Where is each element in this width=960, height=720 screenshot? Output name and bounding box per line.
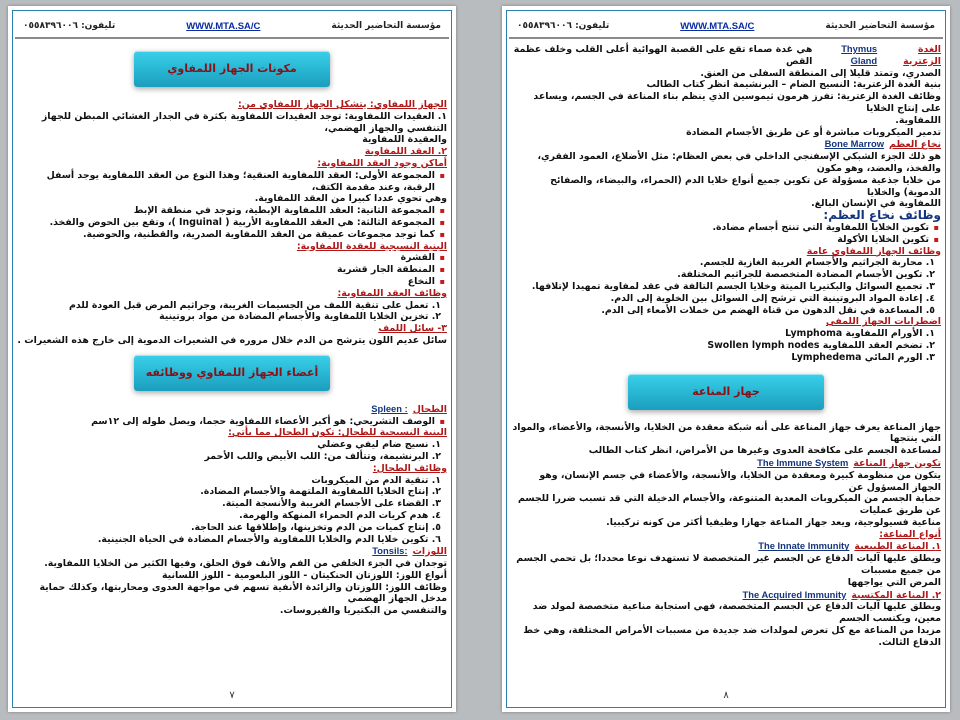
section-heading: الجهاز اللمفاوي: يتشكل الجهاز اللمفاوي من: [237,99,447,110]
heading-rest: هي غدة صماء تقع على القصبة الهوائية أعلى القلب وخلف عظمة القص [513,44,813,67]
paragraph-line: حماية الجسم من الميكروبات المعدية المتنوعة، والأجسام الدخيلة التي قد تسبب ضررا للجسم عن طريق عمليات [518,493,941,517]
paragraph-line: توجدان في الجزء الخلفي من الفم والأنف فوق الحلق، وفيها الكثير من الخلايا اللمفاوية. [44,558,447,570]
page-number: ٨ [723,690,729,701]
page-header [509,17,943,35]
paragraph-line: يتكون من منظومة كبيرة ومعقدة من الخلايا، والأنسجة، والأعضاء في جسم الإنسان، وهو الجهاز المسؤول عن [539,469,941,493]
numbered-item: ٣. الورم المائي Lymphedema [791,351,935,363]
text-block [17,99,447,347]
paragraph-line: ويطلق عليها آليات الدفاع عن الجسم غير المتخصصة لا تستهدف نوعا محددا؛ بل تحمي الجسم من جميع مسببات [516,553,941,577]
heading-ar: ٢. المناعة المكتسبة [851,589,941,601]
heading-en: Spleen : [371,402,408,414]
paragraph-line: مزيدا من المناعة مع كل تعرض لمولدات ضد جديدة من مسببات الأمراض المختلفة، وهي خط الدفاع الثالث. [523,625,941,648]
numbered-item: ١. محاربة الجراثيم والأجسام الغريبة الغازية للجسم. [699,257,935,269]
page-header [15,17,449,35]
paragraph-line: جهاز المناعة يعرف جهاز المناعة على أنه شبكة معقدة من الخلايا، والأنسجة، والأعضاء، والمواد التي ينتجها [512,421,941,445]
section-heading: أنواع المناعة: [879,528,941,540]
heading-en: Bone Marrow [824,138,885,150]
section-heading: البنية النسيجية للطحال: تكون الطحال مما يأتي: [228,427,447,439]
paragraph-line: اللمفاوية في الإنسان البالغ. [811,198,941,210]
section-heading: وظائف نخاع العظم: [823,208,941,223]
section-banner: جهاز المناعة [628,374,824,410]
section-heading [17,545,447,558]
numbered-item: ٢. تخزين الخلايا اللمفاوية والأجسام المضادة من مواد بروتينية [159,311,441,323]
paragraph-line: والتنفسي من البكتيريا والفيروسات. [279,605,447,617]
heading-en: The Acquired Immunity [742,588,847,600]
section-heading [511,540,941,553]
paragraph-line: مناعية فسيولوجية، ويعد جهاز المناعة جهازا وظيفيا أكثر من كونه تركيبيا. [606,516,941,528]
bullet-item: ▪ تكوين الخلايا الأكولة [511,234,941,246]
section-heading [511,138,941,151]
heading-ar: ١. المناعة الطبيعية [854,541,941,553]
section-banner: أعضاء الجهاز اللمفاوي ووظائفه [134,355,330,391]
numbered-item: ١. تنقية الدم من الميكروبات [311,474,441,486]
section-heading: أماكن وجود العقد اللمفاوية: [317,157,447,169]
paragraph-line: اللمفاوية. [895,114,941,126]
paragraph-line: أنواع اللوز: اللوزتان الحنكيتان - اللوز البلعومية - اللوز اللسانية [162,569,447,581]
paragraph-line: وظائف اللوز: اللوزتان والزائدة الأنفية تسهم في مواجهة العدوى ومحاربتها، وكذلك حماية مدخل الجهاز الهضمي [39,581,447,605]
heading-ar: تكوين جهاز المناعة [853,457,941,469]
page-border [506,10,946,708]
section-heading: اضطرابات الجهاز اللمفي [825,316,941,328]
heading-ar: اللوزات [412,546,447,558]
text-block [511,422,941,649]
section-heading: ٢. العقد اللمفاوية [364,146,447,158]
paragraph-line: ويطلق عليها آليات الدفاع عن الجسم المتخصصة، فهي استجابة مناعية متخصصة لمولد ضد معين، ويكتسب الجسم [532,601,941,625]
paragraph-line: تدمير الميكروبات مباشرة أو عن طريق الأجسام المضادة [686,126,941,138]
text-block [17,403,447,617]
numbered-item: ٣. تجميع السوائل والبكتيريا الميتة وخلايا الجسم التالفة في عقد لمفاوية تمهيدا لإتلافها. [531,280,935,292]
section-heading [17,403,447,416]
numbered-item: ٥. المساعدة في نقل الدهون من قناة الهضم من خملات الأمعاء إلى الدم. [601,304,935,316]
paragraph-line: هو ذلك الجزء الشبكي الإسفنجي الداخلي في بعض العظام: مثل الأضلاع، العمود الفقري، والفخذ، والعضد، وهو مكون [537,151,941,174]
bullet-item: ▪ المجموعة الثالثة: هي العقد اللمفاوية الأربية ( Inguinal )، وتقع بين الحوض والفخذ. [17,217,447,229]
paragraph-line: لمساعدة الجسم على مكافحة العدوى وغيرها من الأمراض، انظر كتاب الطالب [588,445,941,457]
section-heading: وظائف الجهاز اللمفاوي عامة [806,245,941,257]
paragraph-line: من خلايا جذعية مسؤولة عن تكوين جميع أنواع خلايا الدم (الحمراء، والبيضاء، والصفائح الدموية) والخلايا [550,174,941,198]
bullet-item: ▪ المجموعة الأولى: العقد اللمفاوية العنقية؛ وهذا النوع من العقد اللمفاوية يوجد أسفل الرقبة، وعند مقدمة الكتف، [17,170,447,194]
numbered-item: ١. الأورام اللمفاوية Lymphoma [785,328,935,340]
page-border [12,10,452,708]
paragraph-line: والعقيدة اللمفاوية [362,134,447,146]
bullet-item: ▪ تكوين الخلايا اللمفاوية التي تنتج أجسام مضادة. [511,222,941,234]
page-body [17,43,447,687]
heading-en: Tonsils: [372,545,408,557]
paragraph-line: ١. العقيدات اللمفاوية: توجد العقيدات اللمفاوية بكثرة في الجدار الغشائي المبطن للجهاز التنفسي والجهاز الهضمي، [41,110,447,134]
numbered-item: ٥. إنتاج كميات من الدم وتخزينها، وإطلاقها عند الحاجة. [190,521,441,533]
header-divider [509,37,943,39]
section-heading: وظائف العقد اللمفاوية: [337,287,447,299]
document-page-left [8,6,456,712]
text-block [511,43,941,364]
section-banner: مكونات الجهاز اللمفاوي [134,51,330,87]
heading-en: Thymus Gland [841,43,878,66]
header-phone: تليفون: ٠٥٥٨٣٩٦٠٠٦ [517,21,610,31]
section-heading [511,589,941,602]
paragraph-line: وظائف الغدة الزعترية: تفرز هرمون ثيموسين الذي ينظم بناء المناعة في الجسم، ويساعد على إنتاج الخلايا [533,91,941,114]
numbered-item: ٢. البرنشيمة، وتتألف من: اللب الأبيض واللب الأحمر [204,450,441,462]
numbered-item: ١. تعمل على تنقية اللمف من الجسيمات الغريبة، وجراثيم المرض قبل العودة للدم [68,299,441,311]
page-number: ٧ [229,690,235,701]
bullet-item: ▪ الوصف التشريحي: هو أكبر الأعضاء اللمفاوية حجما، ويصل طوله إلى ١٢سم [17,416,447,428]
bullet-item: ▪ كما توجد مجموعات عميقة من العقد اللمفاوية الصدرية، والقطنية، والحوضية. [17,229,447,241]
paragraph-line: المرض التي يواجهها [847,576,941,588]
paragraph-line: الصدري، وتمتد قليلا إلى المنطقة السفلى من العنق. [700,67,941,79]
bullet-item: ▪ المنطقة الجار قشرية [17,264,447,276]
section-heading [511,43,941,68]
heading-ar: نخاع العظم [889,139,941,151]
bullet-item: ▪ النخاع [17,276,447,288]
header-url-link[interactable]: WWW.MTA.SA/C [680,20,755,32]
page-body [511,43,941,687]
header-phone: تليفون: ٠٥٥٨٣٩٦٠٠٦ [23,21,116,31]
numbered-item: ٢. تكوين الأجسام المضادة المتخصصة للجراثيم المختلفة. [677,269,935,281]
numbered-item: ١. نسيج ضام ليفي وعضلي [317,439,441,451]
heading-ar: الطحال [412,403,447,415]
header-divider [15,37,449,39]
numbered-item: ٣. القضاء على الأجسام الغريبة والأنسجة الميتة. [222,498,441,510]
heading-ar: الغدة الزعترية [903,44,941,67]
section-heading: البنية النسيجية للعقدة اللمفاوية: [296,240,447,252]
header-org: مؤسسة التحاضير الحديثة [825,21,935,31]
heading-en: The Innate Immunity [758,540,850,552]
bullet-item: ▪ القشرة [17,252,447,264]
numbered-item: ٦. تكوين خلايا الدم والخلايا اللمفاوية والأجسام المضادة في الحياة الجنينية. [97,533,441,545]
numbered-item: ٤. إعادة المواد البروتينية التي ترشح إلى السوائل بين الخلوية إلى الدم. [610,292,935,304]
bullet-item: ▪ المجموعة الثانية: العقد اللمفاوية الإبطية، وتوجد في منطقة الإبط [17,205,447,217]
document-page-right [502,6,950,712]
section-heading: وظائف الطحال: [372,462,447,474]
section-heading [511,457,941,470]
numbered-item: ٢. إنتاج الخلايا اللمفاوية الملتهمة والأجسام المضادة. [200,486,441,498]
header-org: مؤسسة التحاضير الحديثة [331,21,441,31]
numbered-item: ٤. هدم كريات الدم الحمراء المنهكة والهرمة. [239,509,441,521]
section-heading: ٣- سائل اللمف [378,323,447,335]
header-url-link[interactable]: WWW.MTA.SA/C [186,20,261,32]
paragraph-line: وهي تحوي عددا كبيرا من العقد اللمفاوية. [254,193,447,205]
numbered-item: ٢. تضخم العقد اللمفاوية Swollen lymph nodes [707,339,935,351]
paragraph-line: بنية الغدة الزعترية: النسيج الضام – البرنشيمة انظر كتاب الطالب [646,79,941,91]
heading-en: The Immune System [757,456,849,468]
paragraph-line: سائل عديم اللون يترشح من الدم خلال مروره في الشعيرات الدموية إلى خارج هذه الشعيرات . [17,334,447,346]
